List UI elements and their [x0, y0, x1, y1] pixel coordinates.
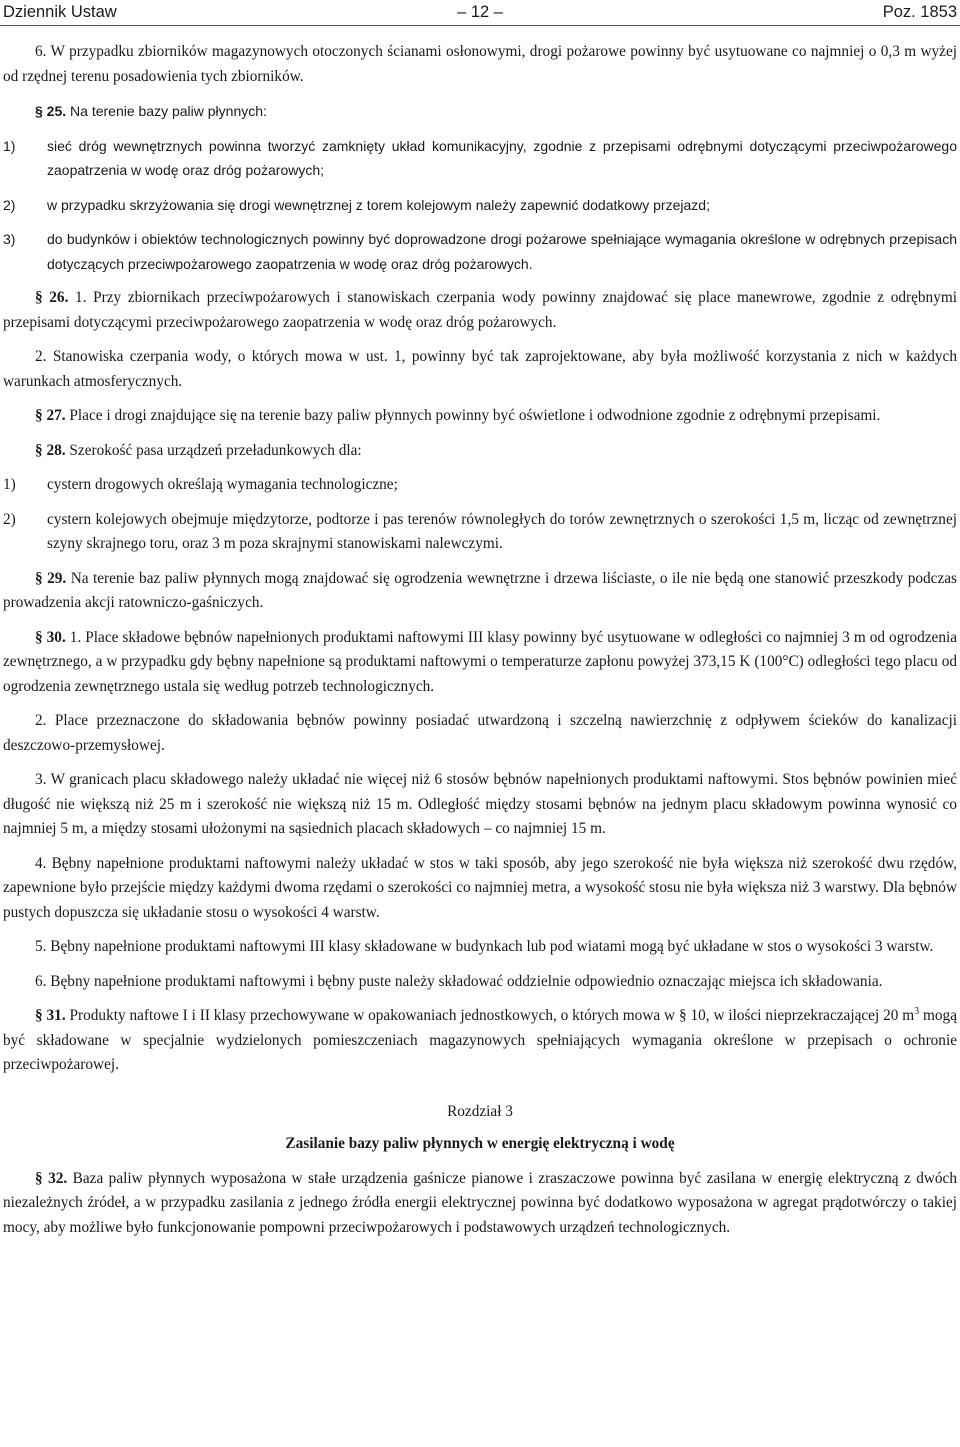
document-body — [3, 40, 957, 1240]
list-item — [3, 193, 957, 218]
section-30-p4: 4. Bębny napełnione produktami naftowymi należy układać w stos w taki sposób, aby jego szerokość nie była większa niż szerokość dwu rzędów, zapewnione było przejście między każdymi dwoma rzędami o szerokości co najmniej metra, a wysokość stosu nie była większa niż 3 warstwy. Dla bębnów pustych dopuszcza się układanie stosu o wysokości 4 warstw. — [3, 854, 957, 921]
journal-name: Dziennik Ustaw — [3, 3, 117, 21]
list-text: cystern kolejowych obejmuje międzytorze, podtorze i pas terenów równoległych do torów zewnętrznych o szerokości 1,5 m, licząc od zewnętrznej szyny skrajnego toru, oraz 3 m poza skrajnymi stanowiskami nalewczymi. — [47, 510, 957, 552]
section-number: § 31. — [35, 1007, 66, 1024]
section-30-p2: 2. Place przeznaczone do składowania bębnów powinny posiadać utwardzoną i szczelną nawierzchnię z odpływem ścieków do kanalizacji deszczowo-przemysłowej. — [3, 712, 957, 754]
section-26-p1 — [3, 286, 957, 335]
paragraph-6: 6. W przypadku zbiorników magazynowych otoczonych ścianami osłonowymi, drogi pożarowe powinny być usytuowane co najmniej o 0,3 m wyżej od rzędnej terenu posadowienia tych zbiorników. — [3, 43, 957, 85]
section-text: Szerokość pasa urządzeń przeładunkowych dla: — [65, 441, 362, 459]
list-item — [3, 134, 957, 183]
section-text: 1. Place składowe bębnów napełnionych produktami naftowymi III klasy powinny być usytuowane w odległości co najmniej 3 m od ogrodzenia zewnętrznego, a w przypadku gdy bębny napełnione są produktami naftowymi o temperaturze zapłonu powyżej 373,15 K (100°C) odległości tego placu od ogrodzenia zewnętrznego ustala się według potrzeb technologicznych. — [3, 628, 958, 695]
section-text: Place i drogi znajdujące się na terenie bazy paliw płynnych powinny być oświetlone i odwodnione zgodnie z odrębnymi przepisami. — [65, 407, 881, 424]
superscript: 3 — [914, 1006, 920, 1017]
section-30-p1 — [3, 626, 957, 700]
section-text: 1. Przy zbiornikach przeciwpożarowych i stanowiskach czerpania wody powinny znajdować się place manewrowe, zgodnie z odrębnymi przepisami dotyczącymi przeciwpożarowego zaopatrzenia w wodę oraz dróg pożarowych. — [3, 289, 958, 331]
header-rule — [0, 25, 960, 26]
section-number: § 26. — [35, 289, 69, 306]
list-number: 2) — [3, 510, 16, 528]
list-item — [3, 508, 957, 557]
section-number: § 29. — [35, 569, 67, 587]
section-text: mogą być składowane w specjalnie wydzielonych pomieszczeniach magazynowych spełniających wymagania określone w przepisach o ochronie przeciwpożarowej. — [3, 1007, 957, 1073]
list-item — [3, 227, 957, 276]
section-27 — [3, 404, 957, 429]
section-30-p5: 5. Bębny napełnione produktami naftowymi III klasy składowane w budynkach lub pod wiatami mogą być układane w stos o wysokości 3 warstw. — [35, 938, 934, 955]
list-number: 3) — [3, 231, 16, 247]
page-header — [0, 0, 960, 24]
section-30-p6: 6. Bębny napełnione produktami naftowymi i bębny puste należy składować oddzielnie odpowiednio oznaczając miejsca ich składowania. — [35, 972, 883, 990]
section-number: § 27. — [35, 407, 66, 424]
section-number: § 28. — [35, 441, 66, 459]
page-number: – 12 – — [457, 3, 503, 21]
list-number: 1) — [3, 137, 16, 154]
list-text: sieć dróg wewnętrznych powinna tworzyć zamknięty układ komunikacyjny, zgodnie z przepisami odrębnymi dotyczącymi przeciwpożarowego zaopatrzenia w wodę oraz dróg pożarowych; — [47, 137, 957, 178]
list-text: w przypadku skrzyżowania się drogi wewnętrznej z torem kolejowym należy zapewnić dodatkowy przejazd; — [47, 196, 710, 213]
section-26-p2: 2. Stanowiska czerpania wody, o których mowa w ust. 1, powinny być tak zaprojektowane, aby była możliwość korzystania z nich w każdych warunkach atmosferycznych. — [3, 348, 957, 390]
section-28-intro — [3, 439, 957, 464]
section-text: Produkty naftowe I i II klasy przechowywane w opakowaniach jednostkowych, o których mowa w § 10, w ilości nieprzekraczającej 20 m — [65, 1007, 915, 1024]
chapter-title: Zasilanie bazy paliw płynnych w energię elektryczną i wodę — [285, 1135, 675, 1152]
list-number: 1) — [3, 476, 16, 493]
section-number: § 30. — [35, 628, 66, 646]
section-29 — [3, 567, 957, 616]
section-25-intro — [3, 99, 957, 124]
position-number: Poz. 1853 — [882, 3, 957, 21]
section-32 — [3, 1167, 957, 1241]
chapter-label: Rozdział 3 — [447, 1102, 513, 1120]
list-text: do budynków i obiektów technologicznych powinny być doprowadzone drogi pożarowe spełniające wymagania określone w odrębnych przepisach dotyczących przeciwpożarowego zaopatrzenia w wodę oraz dróg pożarowych. — [47, 231, 957, 272]
list-number: 2) — [3, 196, 16, 213]
section-number: § 32. — [35, 1169, 68, 1187]
list-item — [3, 473, 957, 498]
section-text: Na terenie bazy paliw płynnych: — [66, 103, 267, 119]
section-number: § 25. — [35, 103, 67, 119]
section-text: Na terenie baz paliw płynnych mogą znajdować się ogrodzenia wewnętrzne i drzewa liściaste, o ile nie będą one stanowić przeszkody podczas prowadzenia akcji ratowniczo-gaśniczych. — [3, 569, 957, 611]
section-30-p3: 3. W granicach placu składowego należy układać nie więcej niż 6 stosów bębnów napełnionych produktami naftowymi. Stos bębnów powinien mieć długość nie większą niż 25 m i szerokość nie większą niż 15 m. Odległość między stosami bębnów na jednym placu składowym powinna wynosić co najmniej 5 m, a między stosami ułożonymi na sąsiednich placach składowych – co najmniej 15 m. — [3, 771, 957, 837]
section-31 — [3, 1004, 957, 1078]
list-text: cystern drogowych określają wymagania technologiczne; — [47, 476, 398, 493]
section-text: Baza paliw płynnych wyposażona w stałe urządzenia gaśnicze pianowe i zraszaczowe powinna być zasilana w energię elektryczną z dwóch niezależnych źródeł, a w przypadku zasilania z jednego źródła energii elektrycznej powinna być dodatkowo wyposażona w agregat prądotwórczy o takiej mocy, aby możliwe było funkcjonowanie pompowni przeciwpożarowych i podstawowych urządzeń technologicznych. — [3, 1169, 957, 1236]
